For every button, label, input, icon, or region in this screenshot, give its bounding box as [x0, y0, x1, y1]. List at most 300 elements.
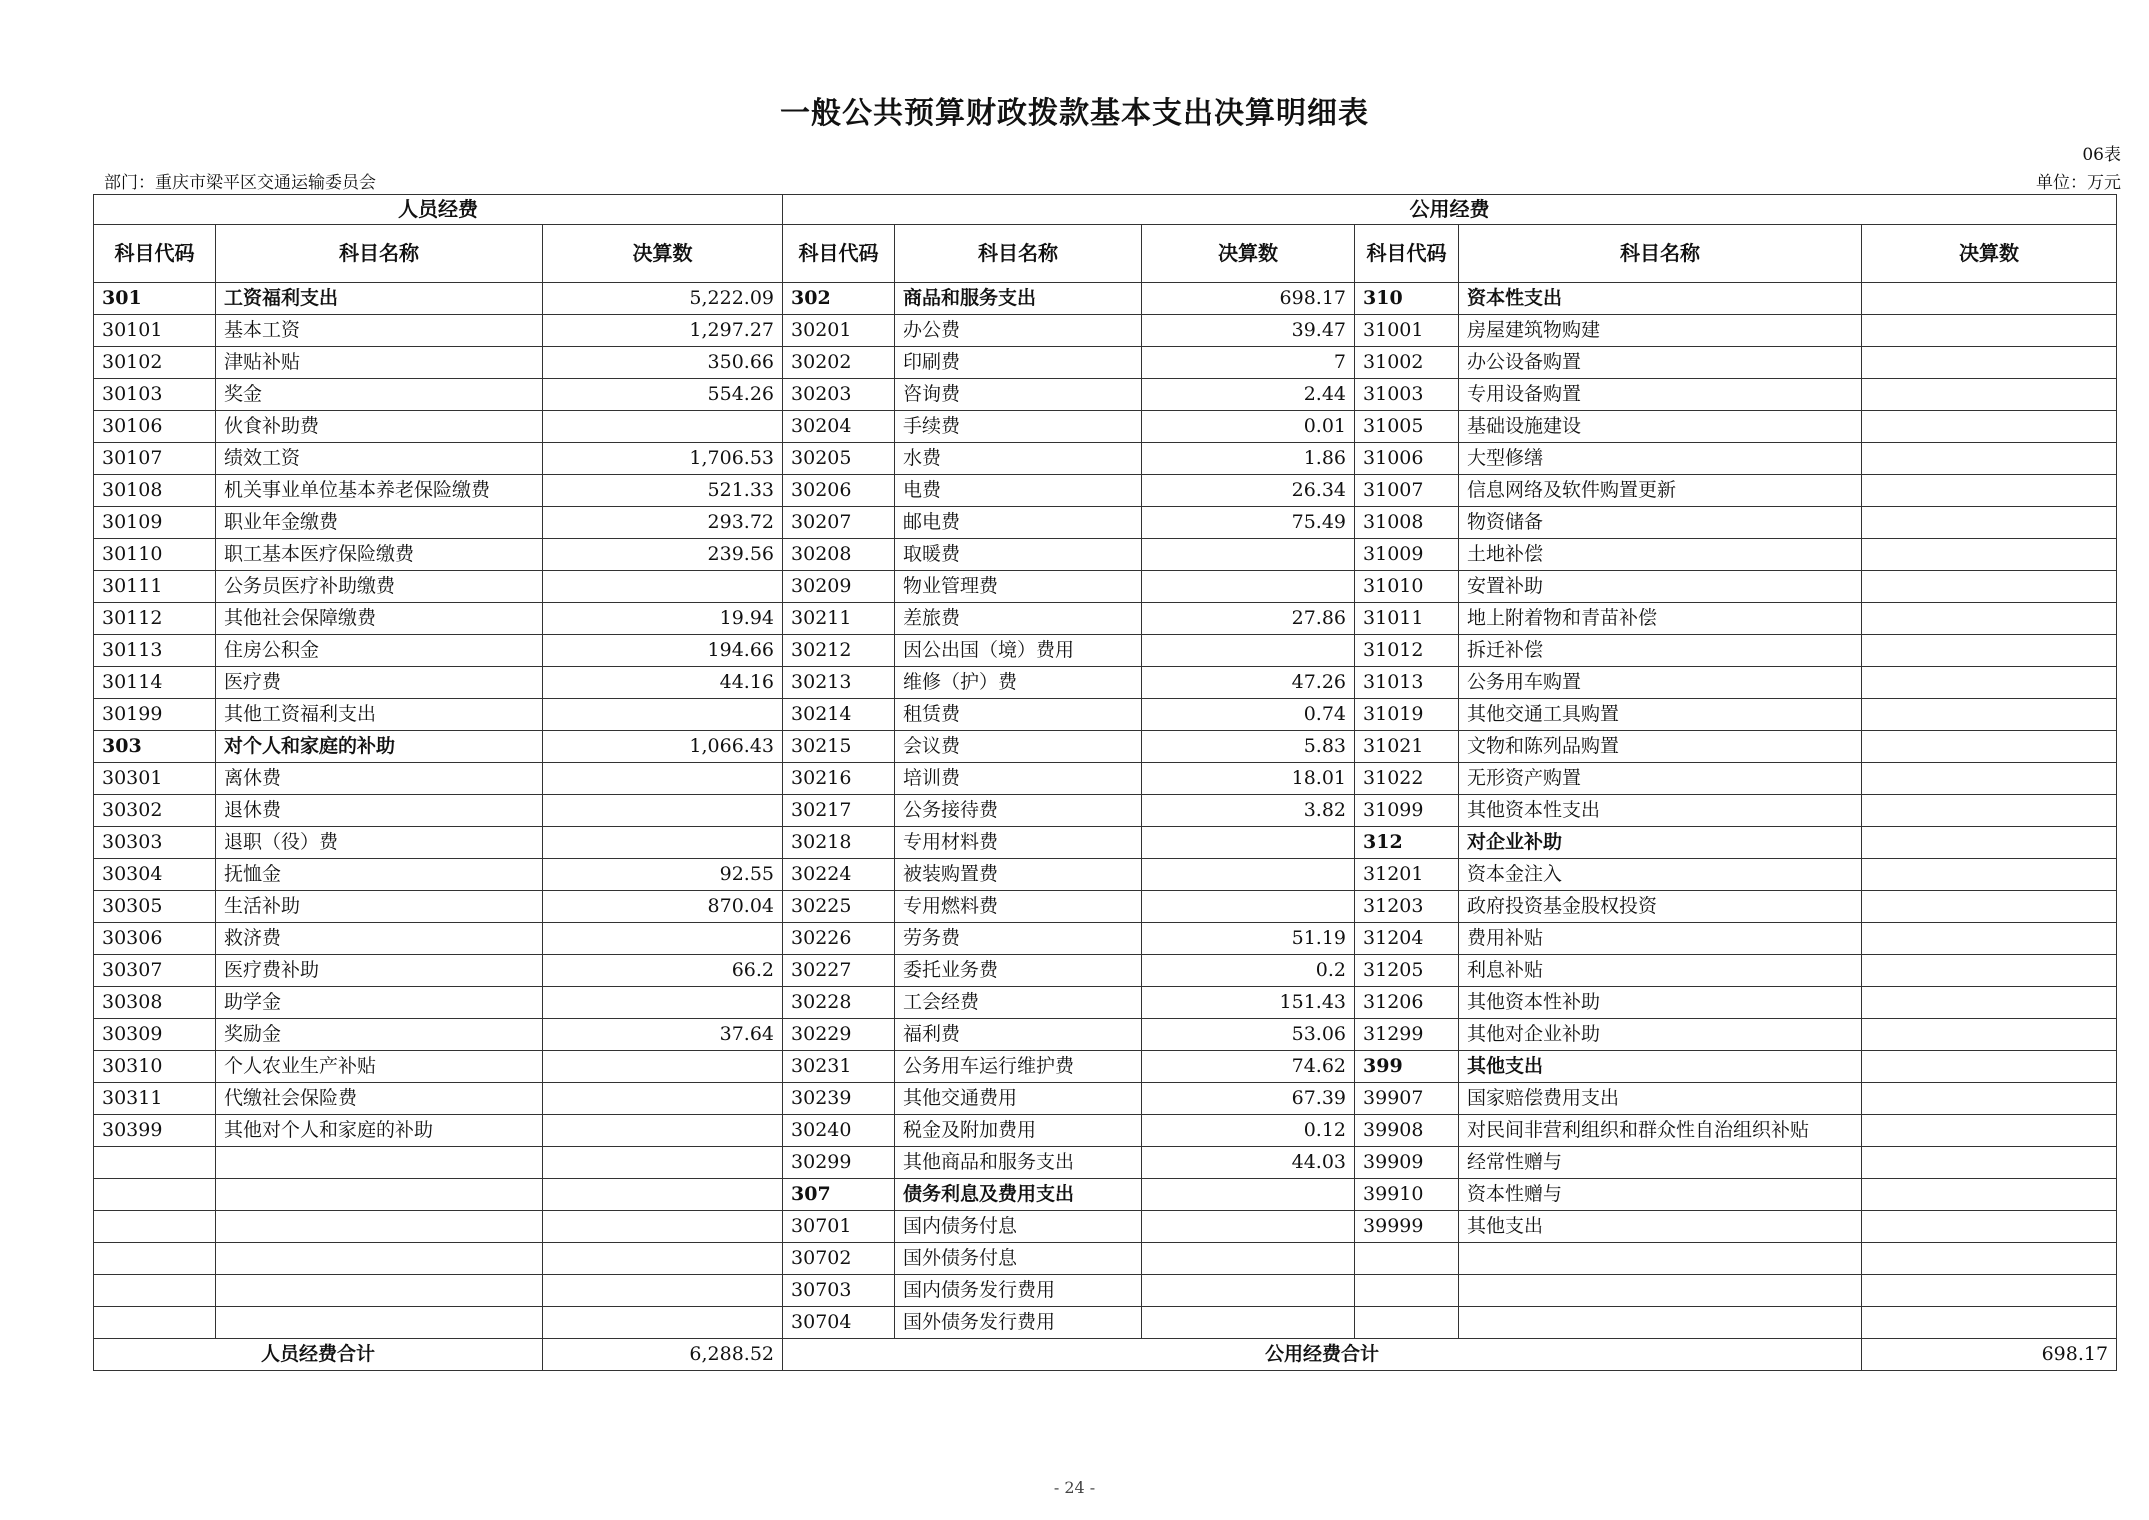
code-cell — [94, 1307, 216, 1339]
code-cell: 30111 — [94, 571, 216, 603]
code-cell: 30109 — [94, 507, 216, 539]
amount-cell — [543, 763, 783, 795]
code-cell: 31006 — [1355, 443, 1459, 475]
amount-cell: 3.82 — [1142, 795, 1355, 827]
code-cell: 30309 — [94, 1019, 216, 1051]
name-cell — [216, 1147, 543, 1179]
name-cell: 其他交通工具购置 — [1459, 699, 1862, 731]
code-cell: 30304 — [94, 859, 216, 891]
name-cell — [216, 1275, 543, 1307]
code-cell: 30212 — [783, 635, 895, 667]
code-cell: 31013 — [1355, 667, 1459, 699]
amount-cell — [1862, 923, 2117, 955]
code-cell: 30107 — [94, 443, 216, 475]
name-cell: 拆迁补偿 — [1459, 635, 1862, 667]
amount-cell — [1862, 699, 2117, 731]
name-cell: 基础设施建设 — [1459, 411, 1862, 443]
code-cell: 30399 — [94, 1115, 216, 1147]
amount-cell: 18.01 — [1142, 763, 1355, 795]
table-row — [94, 1211, 2117, 1243]
name-cell: 退休费 — [216, 795, 543, 827]
name-cell: 地上附着物和青苗补偿 — [1459, 603, 1862, 635]
name-cell: 税金及附加费用 — [895, 1115, 1142, 1147]
code-cell — [1355, 1307, 1459, 1339]
amount-cell: 554.26 — [543, 379, 783, 411]
amount-cell — [543, 1179, 783, 1211]
amount-cell — [1142, 859, 1355, 891]
table-body — [94, 283, 2117, 1339]
name-cell: 个人农业生产补贴 — [216, 1051, 543, 1083]
table-row — [94, 795, 2117, 827]
name-cell: 抚恤金 — [216, 859, 543, 891]
table-row — [94, 731, 2117, 763]
table-row — [94, 411, 2117, 443]
name-cell: 公务用车运行维护费 — [895, 1051, 1142, 1083]
code-cell: 30305 — [94, 891, 216, 923]
section-public: 公用经费 — [783, 195, 2117, 225]
name-cell: 奖金 — [216, 379, 543, 411]
name-cell: 绩效工资 — [216, 443, 543, 475]
code-cell: 30214 — [783, 699, 895, 731]
public-total-label: 公用经费合计 — [783, 1339, 1862, 1371]
table-row — [94, 987, 2117, 1019]
amount-cell — [1862, 1019, 2117, 1051]
code-cell — [94, 1275, 216, 1307]
code-cell: 39999 — [1355, 1211, 1459, 1243]
amount-cell: 870.04 — [543, 891, 783, 923]
name-cell: 退职（役）费 — [216, 827, 543, 859]
amount-cell — [1862, 1083, 2117, 1115]
table-row — [94, 923, 2117, 955]
table-row — [94, 1147, 2117, 1179]
code-cell: 31205 — [1355, 955, 1459, 987]
name-cell: 手续费 — [895, 411, 1142, 443]
name-cell: 其他支出 — [1459, 1051, 1862, 1083]
amount-cell: 7 — [1142, 347, 1355, 379]
name-cell: 工资福利支出 — [216, 283, 543, 315]
code-cell: 30217 — [783, 795, 895, 827]
name-cell: 取暖费 — [895, 539, 1142, 571]
amount-cell — [1862, 1179, 2117, 1211]
name-cell: 医疗费补助 — [216, 955, 543, 987]
code-cell: 39907 — [1355, 1083, 1459, 1115]
code-cell — [1355, 1275, 1459, 1307]
code-cell: 31009 — [1355, 539, 1459, 571]
code-cell: 30701 — [783, 1211, 895, 1243]
code-cell: 31011 — [1355, 603, 1459, 635]
name-cell: 津贴补贴 — [216, 347, 543, 379]
header-amount: 决算数 — [1142, 225, 1355, 283]
code-cell: 30704 — [783, 1307, 895, 1339]
code-cell: 30702 — [783, 1243, 895, 1275]
amount-cell — [543, 411, 783, 443]
code-cell: 30106 — [94, 411, 216, 443]
code-cell: 30199 — [94, 699, 216, 731]
amount-cell — [543, 699, 783, 731]
code-cell — [1355, 1243, 1459, 1275]
page-title: 一般公共预算财政拨款基本支出决算明细表 — [780, 96, 1369, 131]
amount-cell — [1142, 1243, 1355, 1275]
amount-cell — [1142, 635, 1355, 667]
code-cell: 39909 — [1355, 1147, 1459, 1179]
amount-cell — [1862, 1243, 2117, 1275]
code-cell: 31019 — [1355, 699, 1459, 731]
table-row — [94, 1083, 2117, 1115]
table-row — [94, 1019, 2117, 1051]
name-cell: 其他工资福利支出 — [216, 699, 543, 731]
code-cell: 30311 — [94, 1083, 216, 1115]
table-row — [94, 667, 2117, 699]
amount-cell — [543, 1243, 783, 1275]
amount-cell — [1862, 411, 2117, 443]
code-cell: 30301 — [94, 763, 216, 795]
amount-cell: 1.86 — [1142, 443, 1355, 475]
name-cell: 国内债务发行费用 — [895, 1275, 1142, 1307]
amount-cell: 27.86 — [1142, 603, 1355, 635]
code-cell: 31003 — [1355, 379, 1459, 411]
amount-cell — [1862, 891, 2117, 923]
code-cell: 30308 — [94, 987, 216, 1019]
table-row — [94, 1243, 2117, 1275]
name-cell — [216, 1211, 543, 1243]
amount-cell: 0.2 — [1142, 955, 1355, 987]
code-cell: 30208 — [783, 539, 895, 571]
name-cell: 政府投资基金股权投资 — [1459, 891, 1862, 923]
name-cell: 办公费 — [895, 315, 1142, 347]
name-cell: 委托业务费 — [895, 955, 1142, 987]
name-cell: 救济费 — [216, 923, 543, 955]
code-cell: 301 — [94, 283, 216, 315]
name-cell: 租赁费 — [895, 699, 1142, 731]
name-cell: 国外债务发行费用 — [895, 1307, 1142, 1339]
table-row — [94, 1115, 2117, 1147]
amount-cell — [1862, 667, 2117, 699]
amount-cell — [1142, 891, 1355, 923]
code-cell: 31201 — [1355, 859, 1459, 891]
code-cell: 31005 — [1355, 411, 1459, 443]
table-row — [94, 507, 2117, 539]
amount-cell — [1862, 571, 2117, 603]
name-cell: 对企业补助 — [1459, 827, 1862, 859]
name-cell: 土地补偿 — [1459, 539, 1862, 571]
amount-cell — [1862, 987, 2117, 1019]
code-cell: 30306 — [94, 923, 216, 955]
name-cell: 对民间非营利组织和群众性自治组织补贴 — [1459, 1115, 1862, 1147]
code-cell: 31022 — [1355, 763, 1459, 795]
code-cell: 30307 — [94, 955, 216, 987]
code-cell: 31204 — [1355, 923, 1459, 955]
code-cell: 30207 — [783, 507, 895, 539]
totals-row — [94, 1339, 2117, 1371]
name-cell: 水费 — [895, 443, 1142, 475]
amount-cell: 194.66 — [543, 635, 783, 667]
name-cell: 被装购置费 — [895, 859, 1142, 891]
name-cell: 培训费 — [895, 763, 1142, 795]
code-cell: 30213 — [783, 667, 895, 699]
name-cell: 职业年金缴费 — [216, 507, 543, 539]
code-cell: 30240 — [783, 1115, 895, 1147]
amount-cell: 26.34 — [1142, 475, 1355, 507]
amount-cell: 0.01 — [1142, 411, 1355, 443]
name-cell: 资本性赠与 — [1459, 1179, 1862, 1211]
code-cell: 30203 — [783, 379, 895, 411]
amount-cell — [1142, 827, 1355, 859]
code-cell: 30227 — [783, 955, 895, 987]
code-cell: 30302 — [94, 795, 216, 827]
amount-cell — [1862, 379, 2117, 411]
amount-cell — [543, 987, 783, 1019]
name-cell: 专用设备购置 — [1459, 379, 1862, 411]
code-cell: 30231 — [783, 1051, 895, 1083]
name-cell: 资本金注入 — [1459, 859, 1862, 891]
amount-cell: 92.55 — [543, 859, 783, 891]
code-cell: 39908 — [1355, 1115, 1459, 1147]
table-row — [94, 539, 2117, 571]
name-cell: 债务利息及费用支出 — [895, 1179, 1142, 1211]
code-cell: 310 — [1355, 283, 1459, 315]
amount-cell — [1862, 1275, 2117, 1307]
amount-cell: 0.12 — [1142, 1115, 1355, 1147]
name-cell: 其他资本性补助 — [1459, 987, 1862, 1019]
amount-cell: 239.56 — [543, 539, 783, 571]
code-cell: 31099 — [1355, 795, 1459, 827]
amount-cell: 1,297.27 — [543, 315, 783, 347]
table-row — [94, 1275, 2117, 1307]
name-cell: 因公出国（境）费用 — [895, 635, 1142, 667]
name-cell: 伙食补助费 — [216, 411, 543, 443]
code-cell: 30202 — [783, 347, 895, 379]
amount-cell — [1142, 1275, 1355, 1307]
name-cell: 医疗费 — [216, 667, 543, 699]
code-cell: 31001 — [1355, 315, 1459, 347]
code-cell: 30228 — [783, 987, 895, 1019]
code-cell: 30204 — [783, 411, 895, 443]
amount-cell — [1142, 1211, 1355, 1243]
code-cell: 31203 — [1355, 891, 1459, 923]
name-cell — [1459, 1275, 1862, 1307]
code-cell: 30703 — [783, 1275, 895, 1307]
header-amount: 决算数 — [543, 225, 783, 283]
name-cell: 资本性支出 — [1459, 283, 1862, 315]
code-cell: 30102 — [94, 347, 216, 379]
header-amount: 决算数 — [1862, 225, 2117, 283]
amount-cell: 44.16 — [543, 667, 783, 699]
name-cell: 对个人和家庭的补助 — [216, 731, 543, 763]
amount-cell — [1862, 955, 2117, 987]
code-cell: 30108 — [94, 475, 216, 507]
amount-cell — [1862, 507, 2117, 539]
name-cell: 其他社会保障缴费 — [216, 603, 543, 635]
name-cell: 公务用车购置 — [1459, 667, 1862, 699]
name-cell: 咨询费 — [895, 379, 1142, 411]
amount-cell — [1862, 859, 2117, 891]
name-cell: 房屋建筑物购建 — [1459, 315, 1862, 347]
amount-cell: 5.83 — [1142, 731, 1355, 763]
name-cell: 其他对个人和家庭的补助 — [216, 1115, 543, 1147]
name-cell: 公务接待费 — [895, 795, 1142, 827]
code-cell: 31206 — [1355, 987, 1459, 1019]
name-cell: 维修（护）费 — [895, 667, 1142, 699]
code-cell: 307 — [783, 1179, 895, 1211]
table-row — [94, 955, 2117, 987]
code-cell: 30226 — [783, 923, 895, 955]
name-cell: 职工基本医疗保险缴费 — [216, 539, 543, 571]
amount-cell: 51.19 — [1142, 923, 1355, 955]
table-row — [94, 315, 2117, 347]
amount-cell — [1142, 539, 1355, 571]
amount-cell: 66.2 — [543, 955, 783, 987]
code-cell — [94, 1243, 216, 1275]
amount-cell — [1862, 347, 2117, 379]
code-cell: 30239 — [783, 1083, 895, 1115]
expenditure-table — [93, 194, 2117, 1371]
department-label: 部门：重庆市梁平区交通运输委员会 — [104, 173, 376, 193]
amount-cell: 53.06 — [1142, 1019, 1355, 1051]
amount-cell: 44.03 — [1142, 1147, 1355, 1179]
personnel-total-label: 人员经费合计 — [94, 1339, 543, 1371]
header-code: 科目代码 — [94, 225, 216, 283]
name-cell: 其他交通费用 — [895, 1083, 1142, 1115]
table-row — [94, 859, 2117, 891]
code-cell: 31021 — [1355, 731, 1459, 763]
code-cell: 31002 — [1355, 347, 1459, 379]
code-cell: 30299 — [783, 1147, 895, 1179]
table-row — [94, 1179, 2117, 1211]
amount-cell — [1862, 315, 2117, 347]
amount-cell: 0.74 — [1142, 699, 1355, 731]
name-cell: 差旅费 — [895, 603, 1142, 635]
name-cell: 其他对企业补助 — [1459, 1019, 1862, 1051]
table-row — [94, 827, 2117, 859]
name-cell: 机关事业单位基本养老保险缴费 — [216, 475, 543, 507]
amount-cell — [1142, 1179, 1355, 1211]
name-cell: 生活补助 — [216, 891, 543, 923]
amount-cell — [1862, 1211, 2117, 1243]
amount-cell — [543, 827, 783, 859]
name-cell: 公务员医疗补助缴费 — [216, 571, 543, 603]
table-row — [94, 1307, 2117, 1339]
name-cell: 物业管理费 — [895, 571, 1142, 603]
code-cell: 30216 — [783, 763, 895, 795]
amount-cell: 74.62 — [1142, 1051, 1355, 1083]
header-code: 科目代码 — [783, 225, 895, 283]
header-name: 科目名称 — [1459, 225, 1862, 283]
name-cell: 大型修缮 — [1459, 443, 1862, 475]
code-cell: 30224 — [783, 859, 895, 891]
name-cell: 国家赔偿费用支出 — [1459, 1083, 1862, 1115]
amount-cell: 151.43 — [1142, 987, 1355, 1019]
name-cell: 劳务费 — [895, 923, 1142, 955]
code-cell: 30205 — [783, 443, 895, 475]
name-cell: 代缴社会保险费 — [216, 1083, 543, 1115]
name-cell — [1459, 1307, 1862, 1339]
amount-cell: 47.26 — [1142, 667, 1355, 699]
amount-cell — [1862, 539, 2117, 571]
amount-cell: 2.44 — [1142, 379, 1355, 411]
name-cell: 离休费 — [216, 763, 543, 795]
code-cell: 30110 — [94, 539, 216, 571]
name-cell — [216, 1179, 543, 1211]
name-cell: 无形资产购置 — [1459, 763, 1862, 795]
amount-cell — [1862, 635, 2117, 667]
code-cell: 30310 — [94, 1051, 216, 1083]
amount-cell: 37.64 — [543, 1019, 783, 1051]
name-cell: 信息网络及软件购置更新 — [1459, 475, 1862, 507]
name-cell — [1459, 1243, 1862, 1275]
amount-cell — [543, 923, 783, 955]
name-cell: 其他资本性支出 — [1459, 795, 1862, 827]
code-cell: 30101 — [94, 315, 216, 347]
code-cell: 30209 — [783, 571, 895, 603]
amount-cell — [1862, 1147, 2117, 1179]
amount-cell: 75.49 — [1142, 507, 1355, 539]
table-row — [94, 347, 2117, 379]
code-cell: 31012 — [1355, 635, 1459, 667]
amount-cell: 19.94 — [543, 603, 783, 635]
name-cell: 安置补助 — [1459, 571, 1862, 603]
amount-cell — [1862, 603, 2117, 635]
code-cell: 30103 — [94, 379, 216, 411]
code-cell — [94, 1179, 216, 1211]
amount-cell — [1142, 571, 1355, 603]
amount-cell: 5,222.09 — [543, 283, 783, 315]
code-cell: 30218 — [783, 827, 895, 859]
name-cell: 经常性赠与 — [1459, 1147, 1862, 1179]
name-cell: 住房公积金 — [216, 635, 543, 667]
name-cell — [216, 1243, 543, 1275]
name-cell: 印刷费 — [895, 347, 1142, 379]
name-cell: 专用材料费 — [895, 827, 1142, 859]
amount-cell: 1,706.53 — [543, 443, 783, 475]
amount-cell — [1862, 475, 2117, 507]
amount-cell: 67.39 — [1142, 1083, 1355, 1115]
amount-cell — [543, 1307, 783, 1339]
unit-label: 单位：万元 — [2036, 173, 2121, 193]
personnel-total-value: 6,288.52 — [543, 1339, 783, 1371]
name-cell: 电费 — [895, 475, 1142, 507]
amount-cell: 350.66 — [543, 347, 783, 379]
amount-cell — [1862, 1051, 2117, 1083]
table-row — [94, 571, 2117, 603]
amount-cell: 521.33 — [543, 475, 783, 507]
code-cell: 39910 — [1355, 1179, 1459, 1211]
code-cell: 30114 — [94, 667, 216, 699]
name-cell: 其他支出 — [1459, 1211, 1862, 1243]
code-cell: 302 — [783, 283, 895, 315]
name-cell: 文物和陈列品购置 — [1459, 731, 1862, 763]
table-row — [94, 283, 2117, 315]
code-cell: 30229 — [783, 1019, 895, 1051]
amount-cell: 39.47 — [1142, 315, 1355, 347]
code-cell: 31008 — [1355, 507, 1459, 539]
name-cell: 费用补贴 — [1459, 923, 1862, 955]
amount-cell — [1862, 827, 2117, 859]
table-row — [94, 635, 2117, 667]
code-cell: 30112 — [94, 603, 216, 635]
amount-cell — [1862, 763, 2117, 795]
name-cell: 助学金 — [216, 987, 543, 1019]
name-cell: 福利费 — [895, 1019, 1142, 1051]
amount-cell — [1862, 1307, 2117, 1339]
amount-cell — [1862, 443, 2117, 475]
code-cell: 30113 — [94, 635, 216, 667]
public-total-value: 698.17 — [1862, 1339, 2117, 1371]
code-cell: 30206 — [783, 475, 895, 507]
code-cell: 31007 — [1355, 475, 1459, 507]
name-cell: 办公设备购置 — [1459, 347, 1862, 379]
code-cell: 399 — [1355, 1051, 1459, 1083]
table-number: 06表 — [2082, 145, 2121, 165]
